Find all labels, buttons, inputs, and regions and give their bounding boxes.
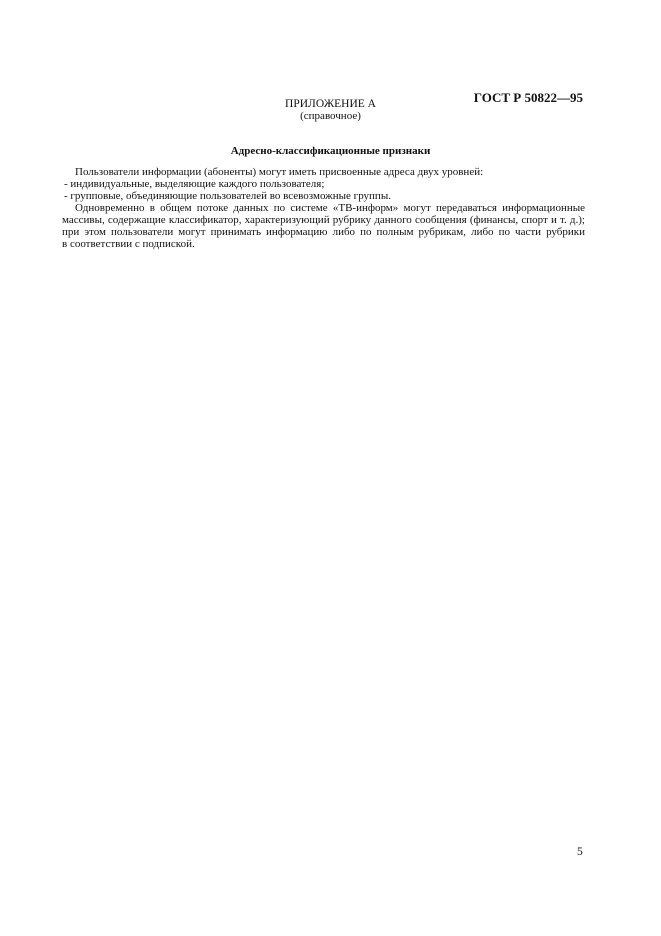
list-item-individual: - индивидуальные, выделяющие каждого пользователя; [64,178,325,190]
page-number: 5 [577,846,583,858]
section-title: Адресно-классификационные признаки [230,145,431,157]
paragraph-2-line: массивы, содержащие классификатор, характеризующий рубрику данного сообщения (финансы, спорт и т. д.); [62,214,585,226]
paragraph-2-line: Одновременно в общем потоке данных по системе «ТВ-информ» могут передаваться информационные [75,202,585,214]
appendix-title: ПРИЛОЖЕНИЕ А [285,98,376,110]
document-code: ГОСТ Р 50822—95 [473,90,583,105]
paragraph-2-line: при этом пользователи могут принимать информацию либо по полным рубрикам, либо по части рубрики [62,226,585,238]
paragraph-2-line: в соответствии с подпиской. [62,238,195,250]
appendix-note: (справочное) [300,110,361,122]
paragraph-1: Пользователи информации (абоненты) могут иметь присвоенные адреса двух уровней: [75,166,484,178]
list-item-group: - групповые, объединяющие пользователей во всевозможные группы. [64,190,391,202]
